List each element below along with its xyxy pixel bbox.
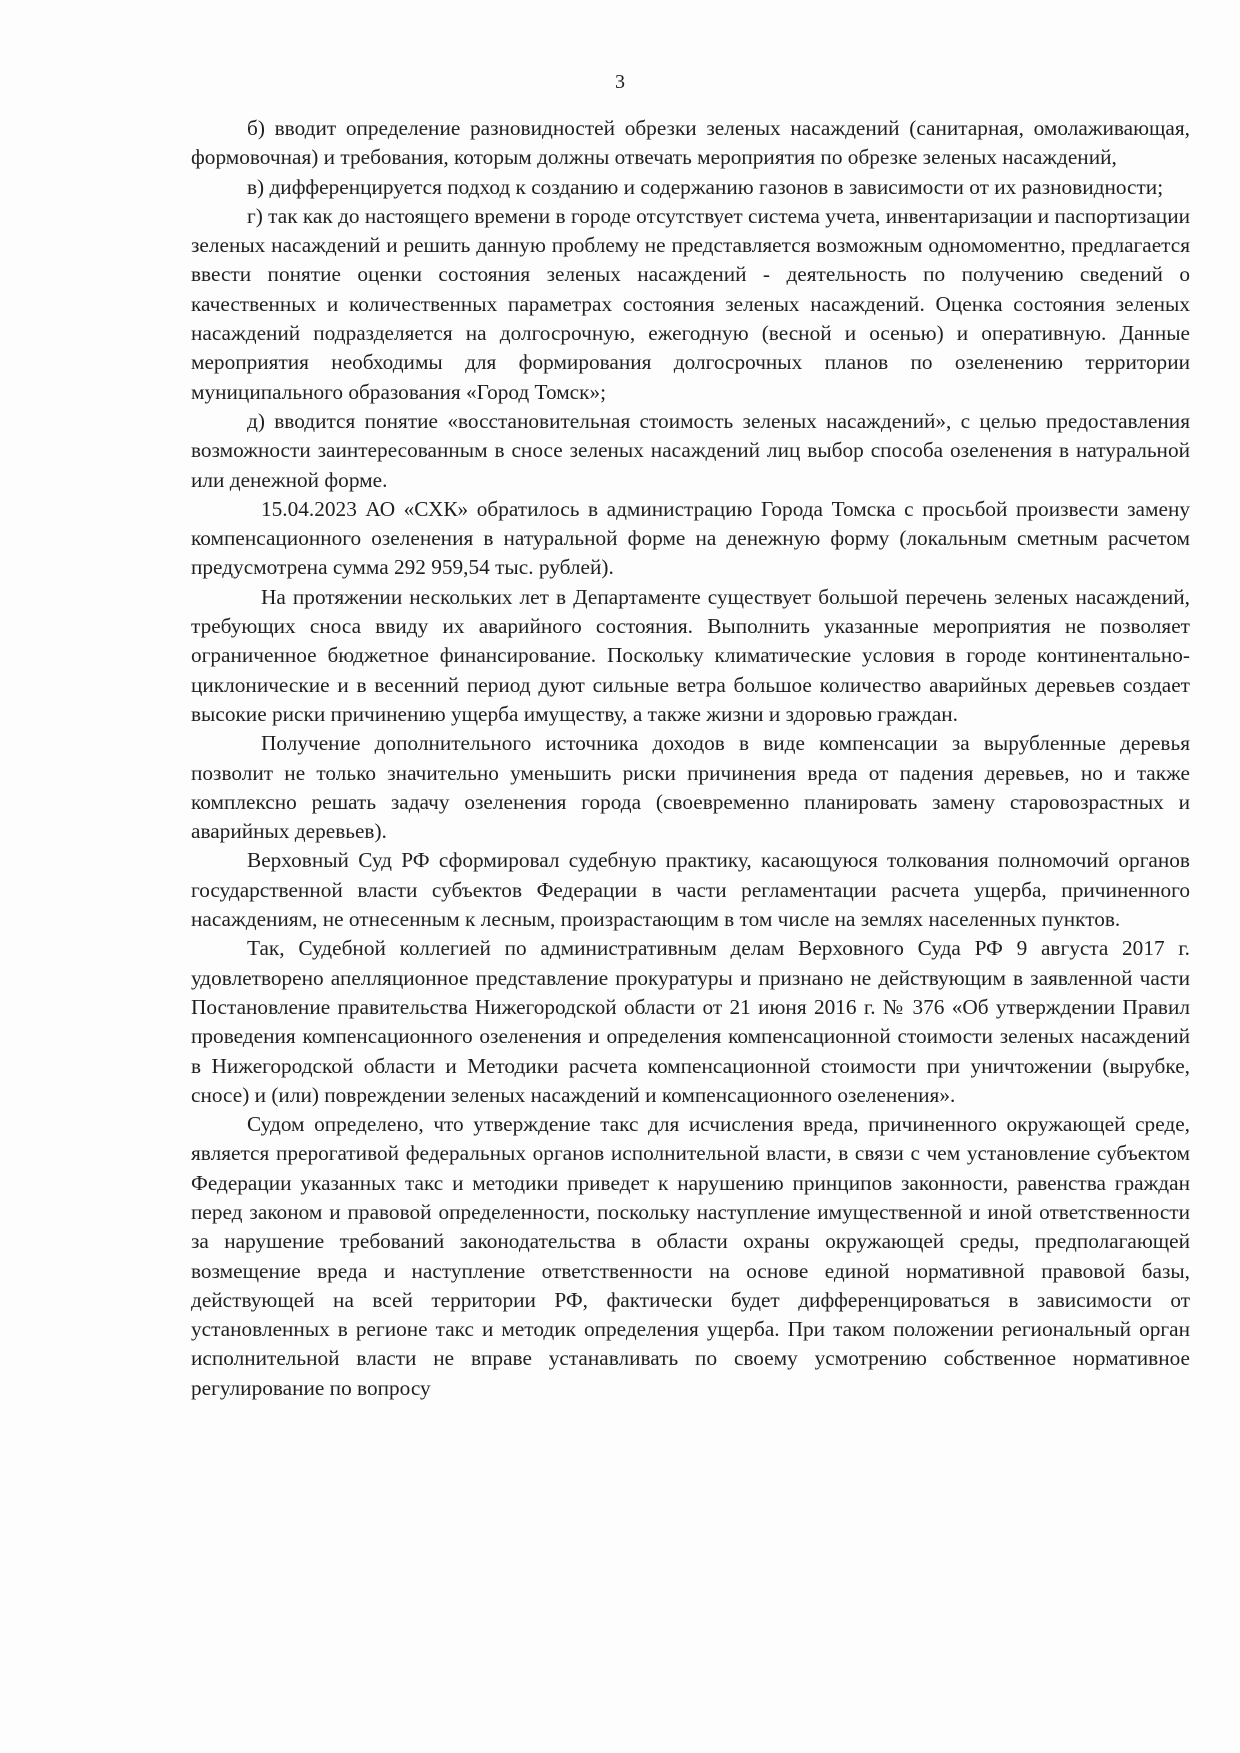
document-body: [191, 114, 1190, 1403]
paragraph-judicial-board: Так, Судебной коллегией по административным делам Верховного Суда РФ 9 августа 2017 г. удовлетворено апелляционное представление прокуратуры и признано не действующим в заявленной части Постановление правительства Нижегородской области от 21 июня 2016 г. № 376 «Об утверждении Правил проведения компенсационного озеленения и определения компенсационной стоимости зеленых насаждений в Нижегородской области и Методики расчета компенсационной стоимости при уничтожении (вырубке, сносе) и (или) повреждении зеленых насаждений и компенсационного озеленения».: [191, 936, 1190, 1107]
paragraph-court-determined: Судом определено, что утверждение такс для исчисления вреда, причиненного окружающей среде, является прерогативой федеральных органов исполнительной власти, в связи с чем установление субъектом Федерации указанных такс и методики приведет к нарушению принципов законности, равенства граждан перед законом и правовой определенности, поскольку наступление имущественной и иной ответственности за нарушение требований законодательства в области охраны окружающей среды, предполагающей возмещение вреда и наступление ответственности на основе единой нормативной правовой базы, действующей на всей территории РФ, фактически будет дифференцироваться в зависимости от установленных в регионе такс и методик определения ущерба. При таком положении региональный орган исполнительной власти не вправе устанавливать по своему усмотрению собственное нормативное регулирование по вопросу: [191, 1112, 1190, 1400]
paragraph-g: г) так как до настоящего времени в городе отсутствует система учета, инвентаризации и паспортизации зеленых насаждений и решить данную проблему не представляется возможным одномоментно, предлагается ввести понятие оценки состояния зеленых насаждений - деятельность по получению сведений о качественных и количественных параметрах состояния зеленых насаждений. Оценка состояния зеленых насаждений подразделяется на долгосрочную, ежегодную (весной и осенью) и оперативную. Данные мероприятия необходимы для формирования долгосрочных планов по озеленению территории муниципального образования «Город Томск»;: [191, 203, 1190, 404]
paragraph-d: д) вводится понятие «восстановительная стоимость зеленых насаждений», с целью предоставления возможности заинтересованным в сносе зеленых насаждений лиц выбор способа озеленения в натуральной или денежной форме.: [191, 408, 1190, 492]
paragraph-skhk-request: 15.04.2023 АО «СХК» обратилось в администрацию Города Томска с просьбой произвести замену компенсационного озеленения в натуральной форме на денежную форму (локальным сметным расчетом предусмотрена сумма 292 959,54 тыс. рублей).: [191, 496, 1190, 580]
paragraph-v: в) дифференцируется подход к созданию и содержанию газонов в зависимости от их разновидности;: [247, 174, 1164, 199]
paragraph-emergency-trees: На протяжении нескольких лет в Департаменте существует большой перечень зеленых насаждений, требующих сноса ввиду их аварийного состояния. Выполнить указанные мероприятия не позволяет ограниченное бюджетное финансирование. Поскольку климатические условия в городе континентально-циклонические и в весенний период дуют сильные ветра большое количество аварийных деревьев создает высокие риски причинению ущерба имуществу, а также жизни и здоровью граждан.: [191, 584, 1190, 726]
paragraph-additional-income: Получение дополнительного источника доходов в виде компенсации за вырубленные деревья позволит не только значительно уменьшить риски причинения вреда от падения деревьев, но и также комплексно решать задачу озеленения города (своевременно планировать замену старовозрастных и аварийных деревьев).: [191, 731, 1190, 844]
paragraph-b: б) вводит определение разновидностей обрезки зеленых насаждений (санитарная, омолаживающая, формовочная) и требования, которым должны отвечать мероприятия по обрезке зеленых насаждений,: [191, 116, 1190, 170]
page-number: 3: [615, 71, 625, 93]
paragraph-supreme-court: Верховный Суд РФ сформировал судебную практику, касающуюся толкования полномочий органов государственной власти субъектов Федерации в части регламентации расчета ущерба, причиненного насаждениям, не отнесенным к лесным, произрастающим в том числе на землях населенных пунктов.: [191, 848, 1190, 932]
